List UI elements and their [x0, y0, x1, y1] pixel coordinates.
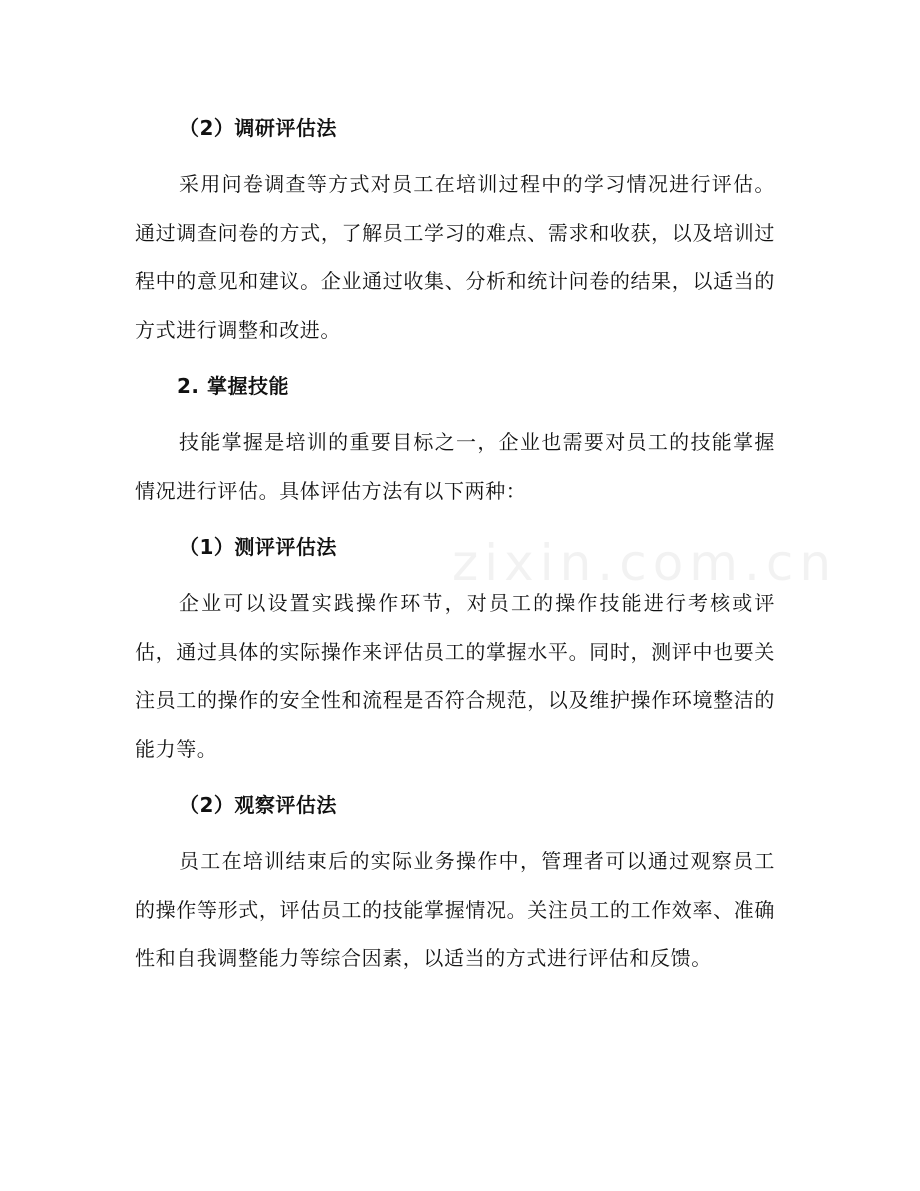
watermark-text: zixin.com.cn	[452, 534, 838, 592]
section-heading-survey-evaluation: （2）调研评估法	[179, 116, 337, 140]
paragraph-master-skills: 技能掌握是培训的重要目标之一，企业也需要对员工的技能掌握情况进行评估。具体评估方法有以下两种：	[135, 430, 775, 503]
paragraph-observation-evaluation: 员工在培训结束后的实际业务操作中，管理者可以通过观察员工的操作等形式，评估员工的技能掌握情况。关注员工的工作效率、准确性和自我调整能力等综合因素，以适当的方式进行评估和反馈。	[135, 849, 775, 970]
section-heading-observation-evaluation: （2）观察评估法	[179, 793, 337, 817]
document-body	[135, 104, 775, 991]
paragraph-test-evaluation: 企业可以设置实践操作环节，对员工的操作技能进行考核或评估，通过具体的实际操作来评估员工的掌握水平。同时，测评中也要关注员工的操作的安全性和流程是否符合规范，以及维护操作环境整洁的能力等。	[135, 591, 775, 761]
section-heading-master-skills: 2. 掌握技能	[177, 374, 289, 398]
paragraph-survey-evaluation: 采用问卷调查等方式对员工在培训过程中的学习情况进行评估。通过调查问卷的方式，了解员工学习的难点、需求和收获，以及培训过程中的意见和建议。企业通过收集、分析和统计问卷的结果，以适当的方式进行调整和改进。	[135, 172, 775, 342]
section-heading-test-evaluation: （1）测评评估法	[179, 535, 337, 559]
